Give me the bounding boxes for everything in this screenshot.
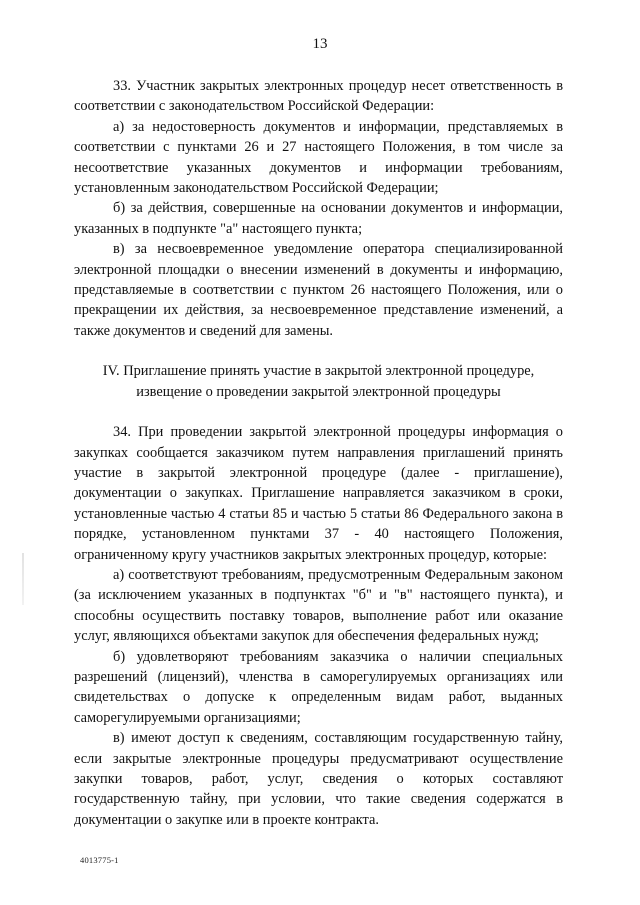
document-code: 4013775-1 [80,855,119,865]
paragraph-34-item-a: а) соответствуют требованиям, предусмотренным Федеральным законом (за исключением указанных в подпунктах "б" и "в" настоящего пункта), и способны осуществить поставку товаров, выполнение работ или оказание услуг, являющихся объектами закупок для обеспечения федеральных нужд; [74,566,563,645]
paragraph-33-intro: 33. Участник закрытых электронных процедур несет ответственность в соответствии с законодательством Российской Федерации: [74,78,563,115]
paragraph-34-intro: 34. При проведении закрытой электронной процедуры информация о закупках сообщается заказчиком путем направления приглашений принять участие в закрытой электронной процедуре (далее - приглашение), документации о закупках. Приглашение направляется заказчиком в сроки, установленные частью 4 статьи 85 и частью 5 статьи 86 Федерального закона в порядке, установленном пунктами 37 - 40 настоящего Положения, ограниченному кругу участников закрытых электронных процедур, которые: [74,424,563,563]
paragraph-33-item-v: в) за несвоевременное уведомление оператора специализированной электронной площадки о внесении изменений в документы и информацию, представляемые в соответствии с пунктом 26 настоящего Положения, или о прекращении их действия, за несвоевременное представление изменений, а также документов и сведений для замены. [74,241,563,339]
section-heading-line-1: IV. Приглашение принять участие в закрытой электронной процедуре, [102,363,535,380]
document-body [74,76,563,830]
paragraph-34-item-b: б) удовлетворяют требованиям заказчика о наличии специальных разрешений (лицензий), членства в саморегулируемых организациях или свидетельствах о допуске к определенным видам работ, выданных саморегулируемыми организациями; [74,648,563,726]
section-heading-iv [74,361,563,402]
page-number: 13 [312,36,328,52]
scan-margin-mark [22,553,24,605]
paragraph-34-item-v: в) имеют доступ к сведениям, составляющим государственную тайну, если закрытые электронные процедуры предусматривают осуществление закупки товаров, работ, услуг, сведения о которых составляют государственную тайну, при условии, что такие сведения содержатся в документации о закупке или в проекте контракта. [74,730,563,828]
paragraph-33-item-b: б) за действия, совершенные на основании документов и информации, указанных в подпункте "а" настоящего пункта; [74,200,563,237]
paragraph-33-item-a: а) за недостоверность документов и информации, представляемых в соответствии с пунктами 26 и 27 настоящего Положения, в том числе за несоответствие указанных документов и информации требованиям, установленным законодательством Российской Федерации; [74,118,563,197]
section-heading-line-2: извещение о проведении закрытой электронной процедуры [136,383,501,400]
